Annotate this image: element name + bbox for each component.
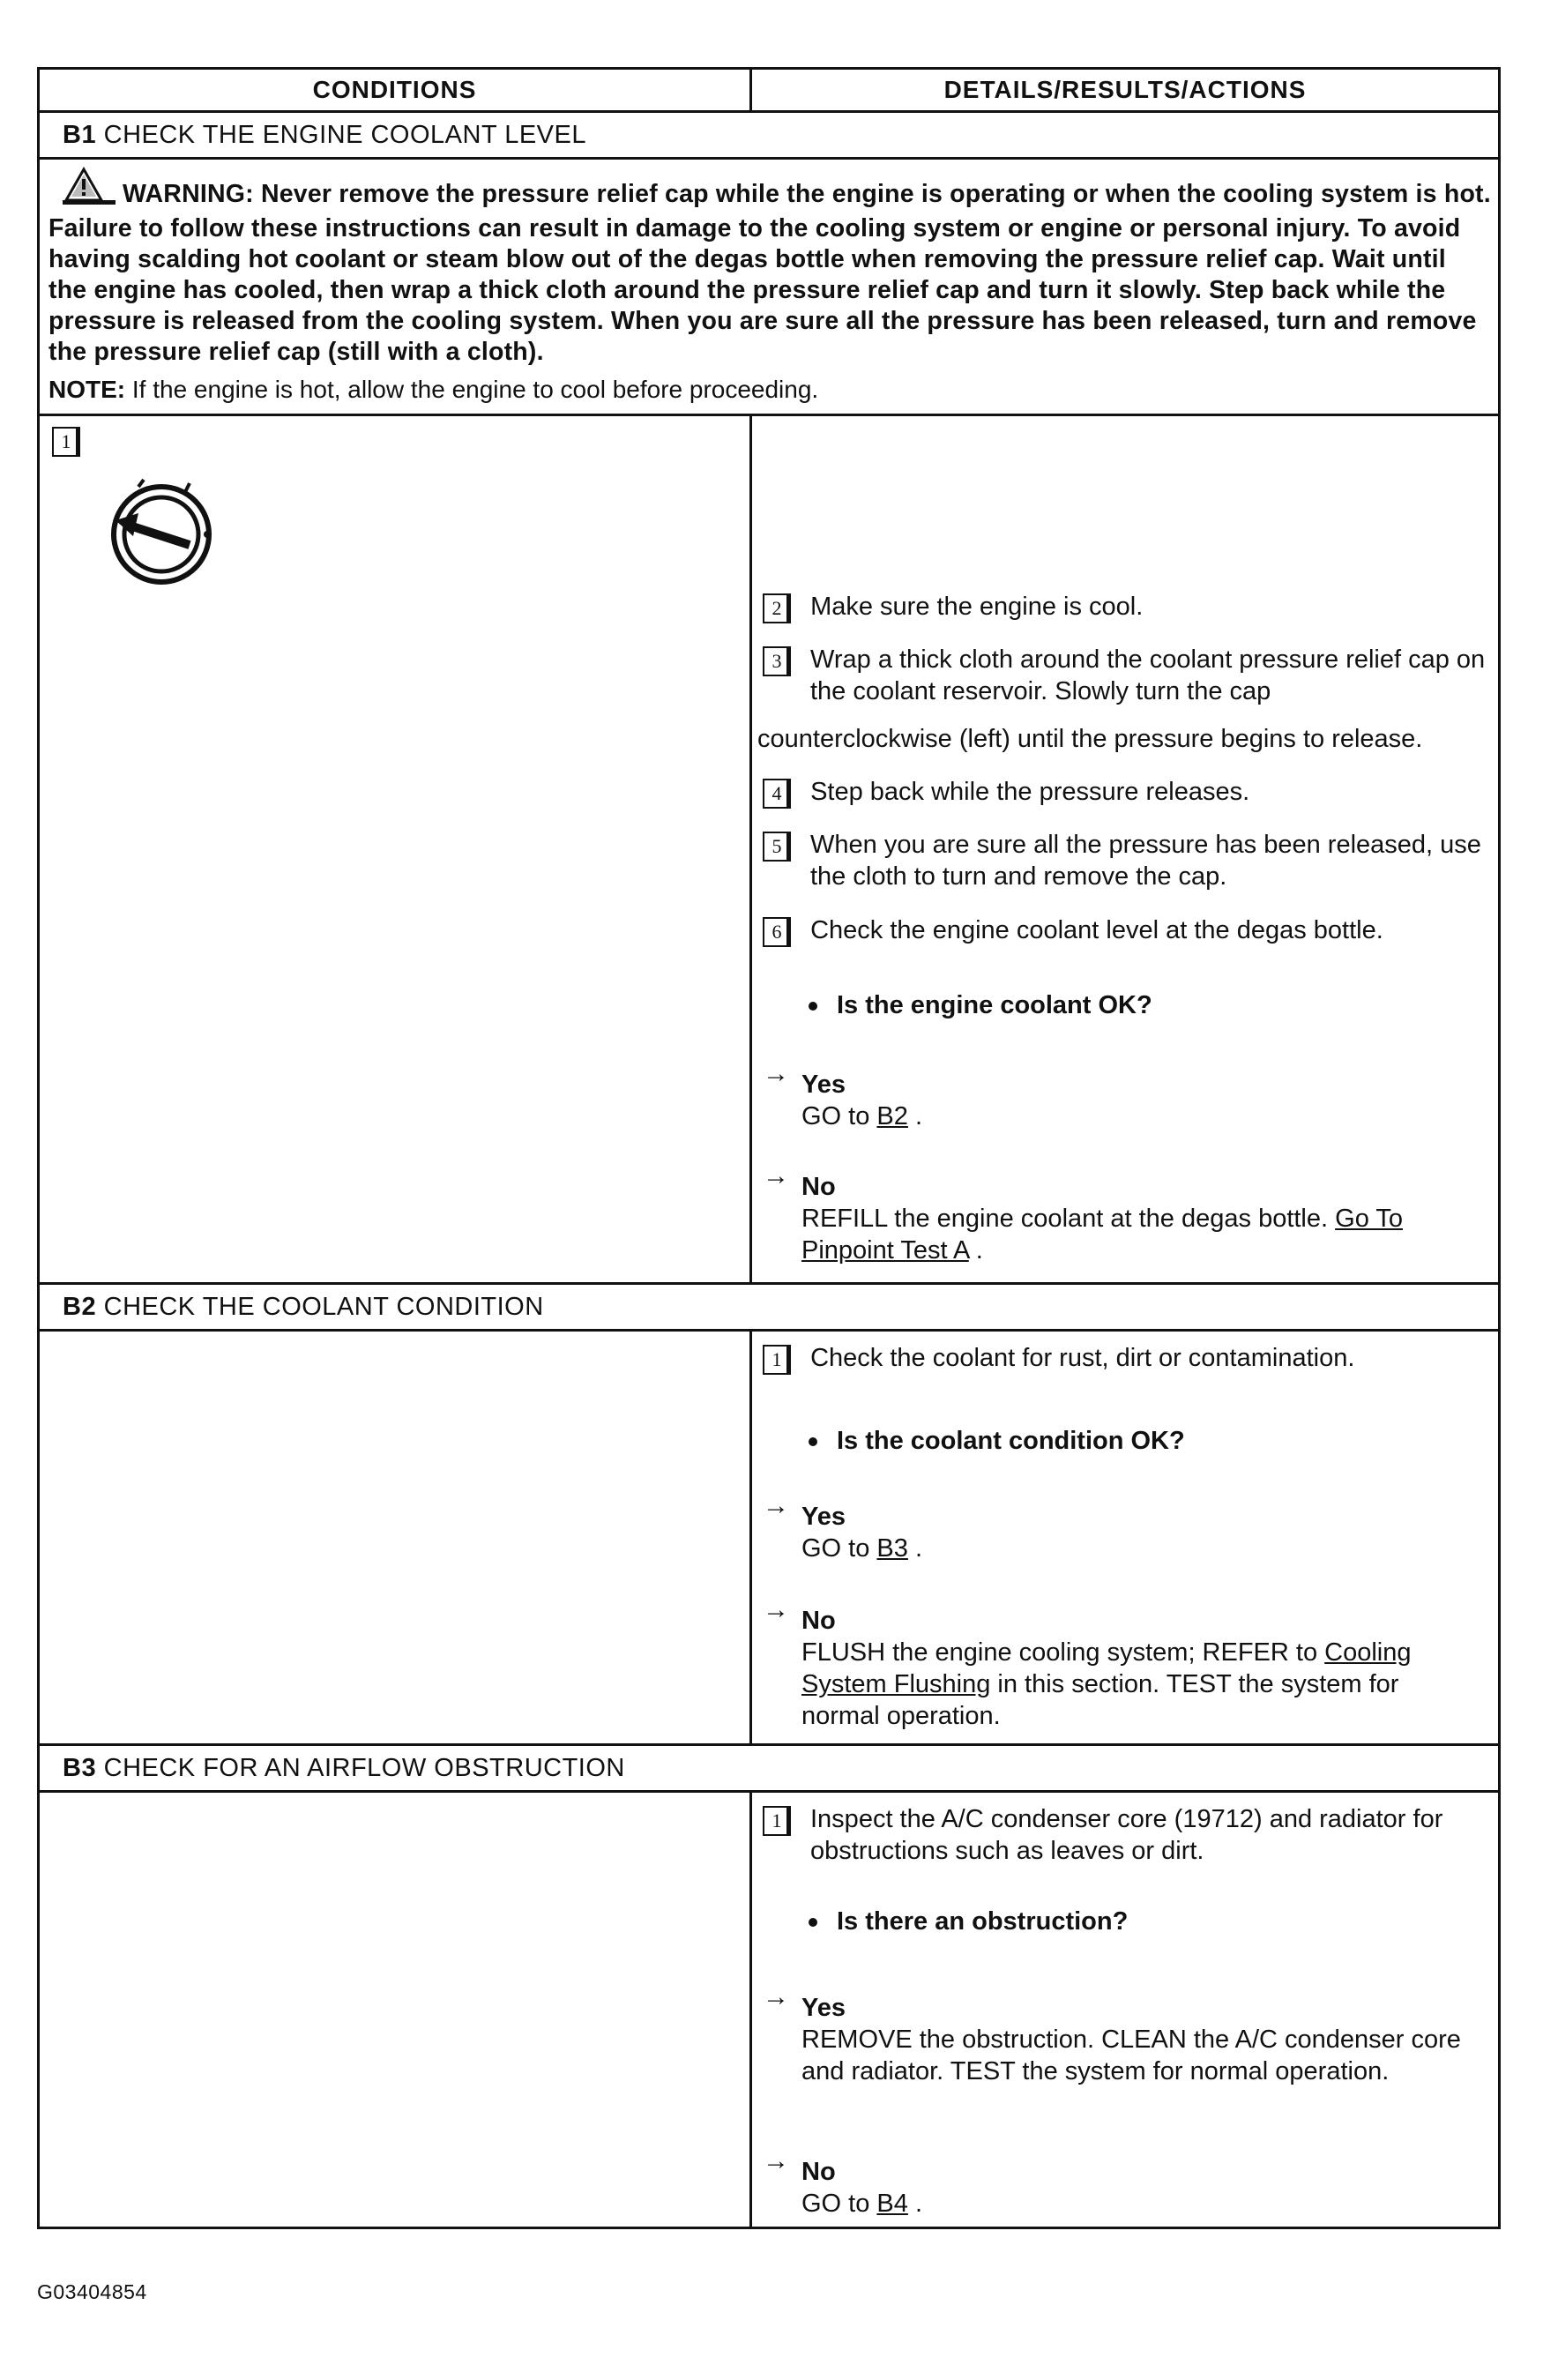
- yes-action: REMOVE the obstruction. CLEAN the A/C condenser core and radiator. TEST the system for normal operation.: [801, 2026, 1461, 2085]
- yes-branch: [763, 1982, 1468, 2087]
- note-text: If the engine is hot, allow the engine to cool before proceeding.: [131, 376, 819, 403]
- step-5: [763, 829, 1486, 891]
- no-action: GO to B4 .: [801, 2190, 923, 2218]
- link-cooling-system-flushing[interactable]: Cooling System Flushing: [801, 1638, 1412, 1698]
- step-3-continuation: counterclockwise (left) until the pressure begins to release.: [757, 725, 1423, 753]
- b2-details-cell: [751, 1331, 1500, 1745]
- arrow-right-icon: →: [763, 1982, 789, 2011]
- step-number-box: 1: [763, 1806, 791, 1836]
- no-label: No: [801, 2158, 836, 2186]
- diagnostic-table: [37, 67, 1501, 2229]
- step-6: [763, 914, 1486, 947]
- link-b2[interactable]: B2: [876, 1102, 908, 1130]
- step-number-box: 1: [52, 427, 80, 457]
- yes-branch: [763, 1491, 1486, 1564]
- no-label: No: [801, 1607, 836, 1635]
- step-text: Check the coolant for rust, dirt or contamination.: [810, 1344, 1355, 1372]
- step-title-text: CHECK THE COOLANT CONDITION: [103, 1293, 544, 1321]
- arrow-right-icon: →: [763, 1161, 789, 1190]
- question-text: Is there an obstruction?: [837, 1907, 1129, 1936]
- arrow-right-icon: →: [763, 1059, 789, 1088]
- step-b3-title: [39, 1745, 1500, 1792]
- step-text: Make sure the engine is cool.: [810, 593, 1144, 621]
- arrow-right-icon: →: [763, 1491, 789, 1520]
- warning-text: WARNING: Never remove the pressure relief cap while the engine is operating or when the cooling system is hot. Failure to follow these instructions can result in damage to the cooling system or engine or personal injury. To avoid having scalding hot coolant or steam blow out of the degas bottle when removing the pressure relief cap. Wait until the engine has cooled, then wrap a thick cloth around the pressure relief cap and turn it slowly. Step back while the pressure is released from the cooling system. When you are sure all the pressure has been released, turn and remove the pressure relief cap (still with a cloth).: [48, 180, 1491, 366]
- bullet-icon: [809, 1918, 817, 1927]
- step-b2-title: [39, 1284, 1500, 1331]
- note-label: NOTE:: [48, 376, 126, 403]
- b2-conditions-cell: [39, 1331, 751, 1745]
- bullet-icon: [809, 1437, 817, 1446]
- step-text: Wrap a thick cloth around the coolant pressure relief cap on the coolant reservoir. Slowly turn the cap: [810, 645, 1486, 705]
- step-code: B2: [63, 1293, 97, 1321]
- arrow-right-icon: →: [763, 2146, 789, 2175]
- b1-details-cell: [751, 415, 1500, 1284]
- yes-label: Yes: [801, 1503, 846, 1531]
- link-b3[interactable]: B3: [876, 1534, 908, 1563]
- yes-label: Yes: [801, 1994, 846, 2022]
- no-branch: [763, 1161, 1486, 1266]
- figure-id: G03404854: [37, 2280, 147, 2303]
- warning-box: [39, 159, 1500, 415]
- note-line: [48, 375, 1491, 405]
- pressure-cap-icon: [103, 462, 227, 590]
- link-b4[interactable]: B4: [876, 2190, 908, 2218]
- step-text: Check the engine coolant level at the degas bottle.: [810, 916, 1383, 944]
- step-code: B3: [63, 1754, 97, 1782]
- question: [809, 991, 1152, 1020]
- link-pinpoint-test-a[interactable]: Go To Pinpoint Test A: [801, 1205, 1403, 1265]
- step-title-text: CHECK FOR AN AIRFLOW OBSTRUCTION: [103, 1754, 625, 1782]
- step-title-text: CHECK THE ENGINE COOLANT LEVEL: [103, 121, 586, 149]
- step-code: B1: [63, 121, 97, 149]
- question: [809, 1907, 1128, 1936]
- b1-conditions-cell: [39, 415, 751, 1284]
- step-number-box: 1: [763, 1345, 791, 1375]
- step-2: [763, 591, 1486, 623]
- arrow-right-icon: →: [763, 1595, 789, 1624]
- no-action: FLUSH the engine cooling system; REFER to Cooling System Flushing in this section. TEST the system for normal operation.: [801, 1638, 1412, 1730]
- step-text: Inspect the A/C condenser core (19712) and radiator for obstructions such as leaves or dirt.: [810, 1805, 1443, 1865]
- yes-label: Yes: [801, 1071, 846, 1099]
- step-number-box: 5: [763, 832, 791, 862]
- step-b1-title: [39, 112, 1500, 159]
- no-branch: [763, 1595, 1468, 1732]
- column-header-details: DETAILS/RESULTS/ACTIONS: [751, 69, 1500, 112]
- step-3: [763, 644, 1486, 705]
- no-branch: [763, 2146, 1486, 2220]
- question-text: Is the engine coolant OK?: [837, 991, 1152, 1019]
- no-action: REFILL the engine coolant at the degas bottle. Go To Pinpoint Test A .: [801, 1205, 1403, 1265]
- warning-triangle-icon: [63, 167, 117, 213]
- column-header-conditions: CONDITIONS: [39, 69, 751, 112]
- step-number-box: 4: [763, 779, 791, 809]
- step-1: [763, 1342, 1486, 1375]
- step-number-box: 6: [763, 917, 791, 947]
- step-text: When you are sure all the pressure has been released, use the cloth to turn and remove the cap.: [810, 831, 1481, 891]
- b3-details-cell: [751, 1792, 1500, 2228]
- yes-action: GO to B3 .: [801, 1534, 923, 1563]
- b3-conditions-cell: [39, 1792, 751, 2228]
- yes-action: GO to B2 .: [801, 1102, 923, 1130]
- no-label: No: [801, 1173, 836, 1201]
- step-1: [763, 1803, 1486, 1865]
- step-text: Step back while the pressure releases.: [810, 778, 1250, 806]
- yes-branch: [763, 1059, 1486, 1132]
- warning-block: [48, 167, 1491, 368]
- bullet-icon: [809, 1002, 817, 1011]
- step-number-box: 2: [763, 593, 791, 623]
- question: [809, 1427, 1185, 1456]
- question-text: Is the coolant condition OK?: [837, 1427, 1185, 1455]
- step-4: [763, 776, 1486, 809]
- step-number-box: 3: [763, 646, 791, 676]
- diagnostic-table-sheet: [37, 67, 1498, 2229]
